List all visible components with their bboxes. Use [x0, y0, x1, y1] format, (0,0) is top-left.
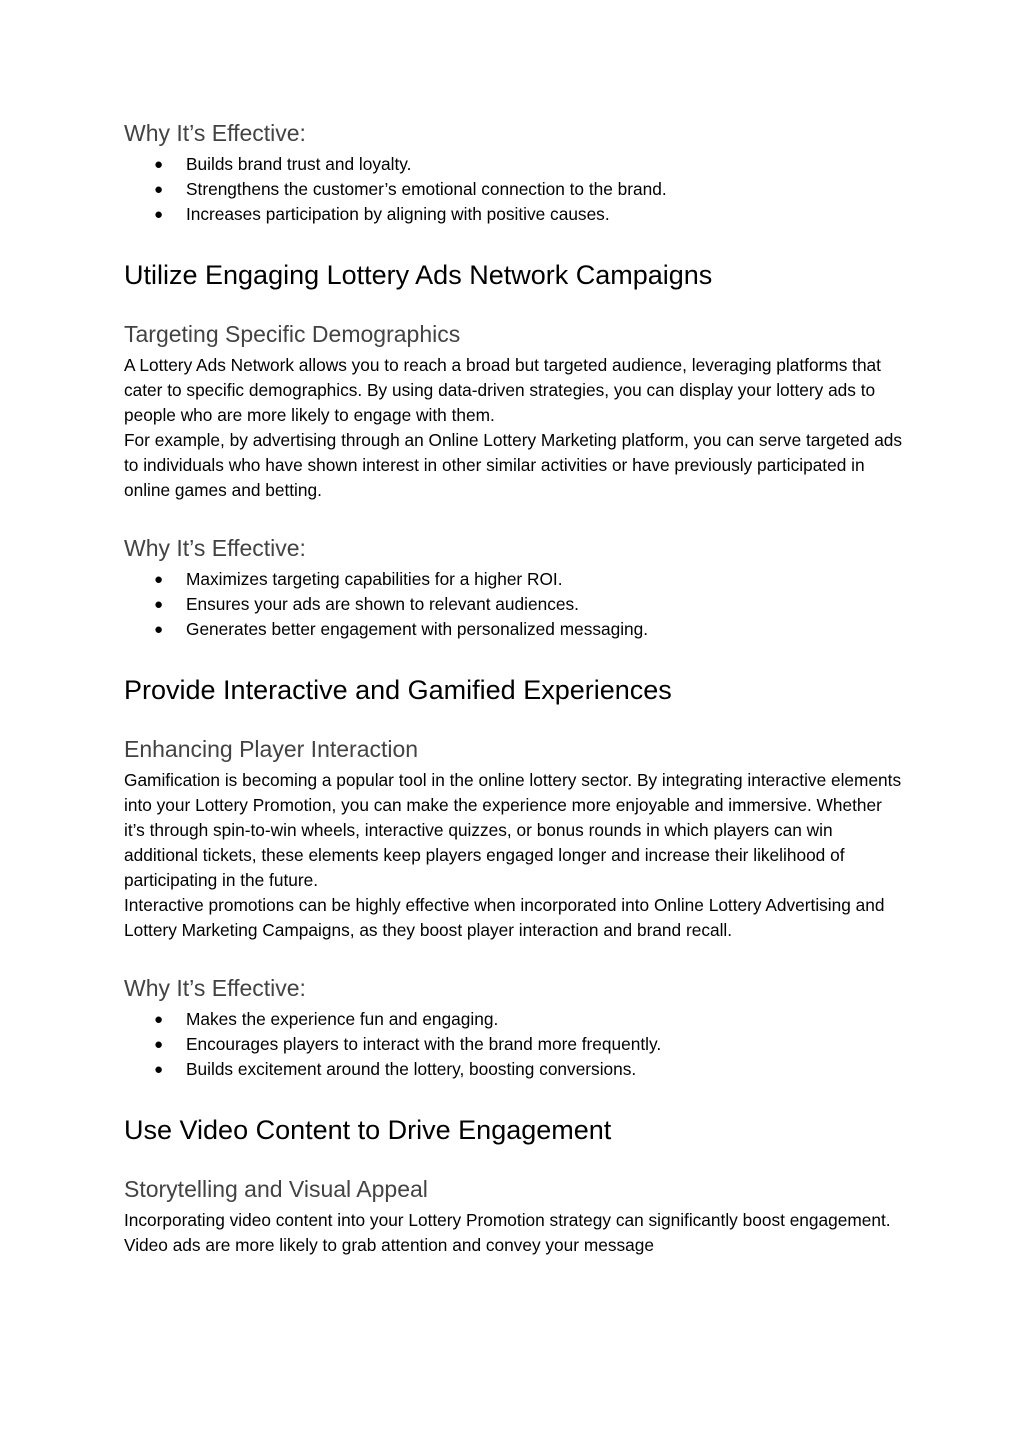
section-title-ads-network: Utilize Engaging Lottery Ads Network Campaigns — [124, 260, 713, 290]
bullet-icon: ● — [154, 596, 164, 613]
list-item: ● Builds excitement around the lottery, boosting conversions. — [124, 1057, 904, 1082]
bullet-icon: ● — [154, 571, 164, 588]
paragraph: Interactive promotions can be highly effective when incorporated into Online Lottery Advertising and Lottery Marketing Campaigns, as they boost player interaction and brand recall. — [124, 895, 885, 940]
section-title-gamified: Provide Interactive and Gamified Experiences — [124, 675, 672, 705]
paragraph: Gamification is becoming a popular tool in the online lottery sector. By integrating interactive elements into your Lottery Promotion, you can make the experience more enjoyable and immersive. Whether it’s through spin-to-win wheels, interactive quizzes, or bonus rounds in which players can win additional tickets, these elements keep players engaged longer and increase their likelihood of participating in the future. — [124, 770, 902, 890]
bullet-icon: ● — [154, 1036, 164, 1053]
list-item: ● Increases participation by aligning with positive causes. — [124, 202, 904, 227]
benefits-list-2 — [124, 567, 904, 642]
benefits-list-3 — [124, 1007, 904, 1082]
why-effective-heading-2: Why It’s Effective: — [124, 535, 306, 561]
bullet-icon: ● — [154, 1061, 164, 1078]
subsection-title-storytelling: Storytelling and Visual Appeal — [124, 1176, 428, 1202]
subsection-title-demographics: Targeting Specific Demographics — [124, 321, 461, 347]
bullet-icon: ● — [154, 1011, 164, 1028]
bullet-icon: ● — [154, 181, 164, 198]
list-item: ● Maximizes targeting capabilities for a higher ROI. — [124, 567, 904, 592]
list-item: ● Strengthens the customer’s emotional connection to the brand. — [124, 177, 904, 202]
why-effective-heading-3: Why It’s Effective: — [124, 975, 306, 1001]
paragraph: Incorporating video content into your Lottery Promotion strategy can significantly boost engagement. Video ads are more likely to grab attention and convey your message — [124, 1210, 891, 1255]
subsection-title-interaction: Enhancing Player Interaction — [124, 736, 419, 762]
document-page — [124, 118, 904, 1258]
bullet-icon: ● — [154, 206, 164, 223]
benefits-list-1 — [124, 152, 904, 227]
section-title-video: Use Video Content to Drive Engagement — [124, 1115, 612, 1145]
bullet-icon: ● — [154, 621, 164, 638]
list-item: ● Ensures your ads are shown to relevant audiences. — [124, 592, 904, 617]
list-item: ● Makes the experience fun and engaging. — [124, 1007, 904, 1032]
why-effective-heading-1: Why It’s Effective: — [124, 120, 306, 146]
paragraph: For example, by advertising through an Online Lottery Marketing platform, you can serve targeted ads to individuals who have shown interest in other similar activities or have previously participated in online games and betting. — [124, 430, 903, 500]
bullet-icon: ● — [154, 156, 164, 173]
list-item: ● Builds brand trust and loyalty. — [124, 152, 904, 177]
paragraph: A Lottery Ads Network allows you to reach a broad but targeted audience, leveraging platforms that cater to specific demographics. By using data-driven strategies, you can display your lottery ads to people who are more likely to engage with them. — [124, 355, 881, 425]
list-item: ● Generates better engagement with personalized messaging. — [124, 617, 904, 642]
list-item: ● Encourages players to interact with the brand more frequently. — [124, 1032, 904, 1057]
